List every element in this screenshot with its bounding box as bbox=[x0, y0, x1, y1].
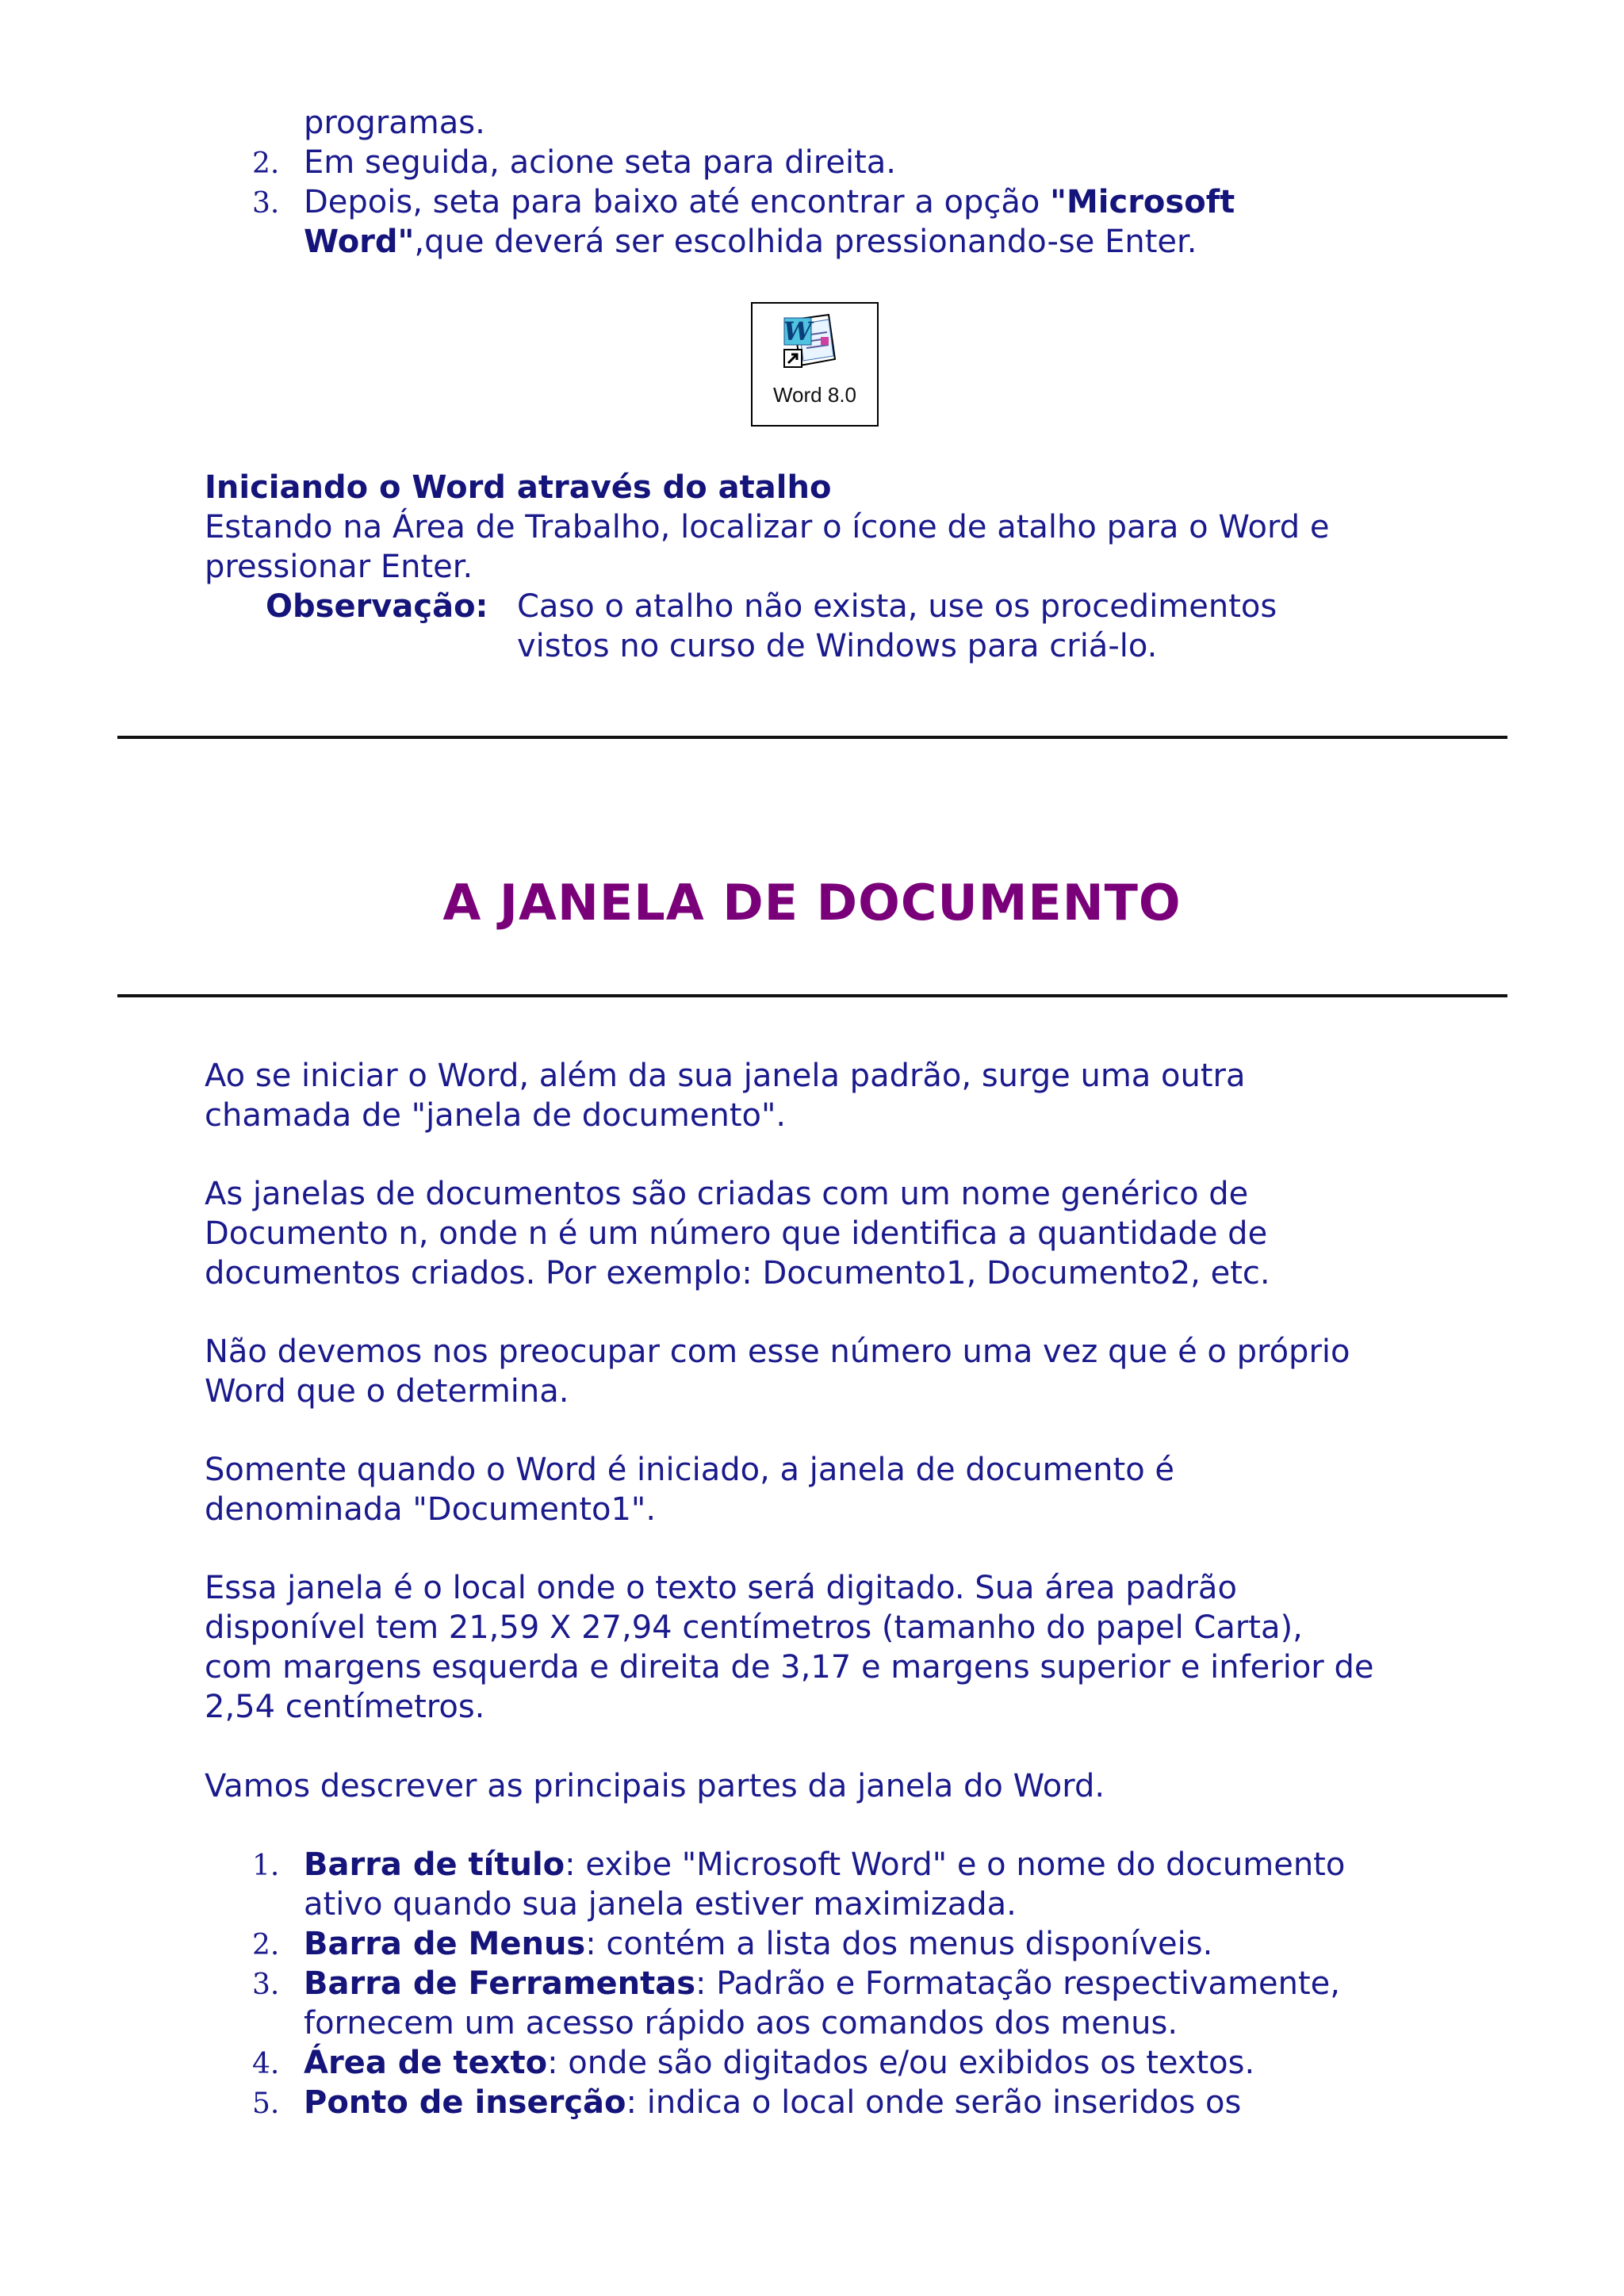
list-item-text-part: Depois, seta para baixo até encontrar a opção bbox=[304, 184, 1051, 220]
paragraph-line: 2,54 centímetros. bbox=[205, 1689, 485, 1725]
note-label: Observação: bbox=[266, 588, 488, 625]
paragraph bbox=[205, 1766, 1105, 1806]
paragraph bbox=[205, 1450, 1174, 1529]
paragraph-line: denominada "Documento1". bbox=[205, 1491, 657, 1528]
paragraph-line: Somente quando o Word é iniciado, a janela de documento é bbox=[205, 1452, 1174, 1488]
paragraph-line: disponível tem 21,59 X 27,94 centímetros (tamanho do papel Carta), bbox=[205, 1609, 1303, 1646]
horizontal-rule bbox=[117, 994, 1507, 997]
list-item-term: Barra de Ferramentas bbox=[304, 1965, 696, 2002]
list-item-description: : indica o local onde serão inseridos os bbox=[626, 2084, 1242, 2121]
list-number: 2. bbox=[252, 147, 280, 180]
paragraph-line: Essa janela é o local onde o texto será digitado. Sua área padrão bbox=[205, 1570, 1237, 1606]
horizontal-rule bbox=[117, 736, 1507, 739]
paragraph-line: Word que o determina. bbox=[205, 1373, 569, 1410]
paragraph-line: Ao se iniciar o Word, além da sua janela padrão, surge uma outra bbox=[205, 1058, 1246, 1094]
list-number: 3. bbox=[252, 1969, 280, 2001]
paragraph-line: com margens esquerda e direita de 3,17 e margens superior e inferior de bbox=[205, 1649, 1374, 1686]
list-item-text-part: ,que deverá ser escolhida pressionando-se Enter. bbox=[414, 224, 1197, 260]
list-item-text: Em seguida, acione seta para direita. bbox=[304, 144, 896, 181]
note-text: vistos no curso de Windows para criá-lo. bbox=[517, 628, 1158, 664]
list-item-description: : contém a lista dos menus disponíveis. bbox=[585, 1926, 1213, 1962]
paragraph-line: documentos criados. Por exemplo: Documento1, Documento2, etc. bbox=[205, 1255, 1270, 1292]
paragraph-line: Vamos descrever as principais partes da janela do Word. bbox=[205, 1768, 1105, 1804]
list-item-text bbox=[304, 182, 1235, 222]
list-item-text: ativo quando sua janela estiver maximizada. bbox=[304, 1886, 1017, 1923]
list-number: 4. bbox=[252, 2048, 280, 2080]
paragraph-line: Não devemos nos preocupar com esse número uma vez que é o próprio bbox=[205, 1334, 1350, 1370]
list-number: 1. bbox=[252, 1850, 280, 1882]
list-item-text bbox=[304, 1964, 1340, 2003]
paragraph-line: Documento n, onde n é um número que identifica a quantidade de bbox=[205, 1215, 1268, 1252]
list-item-description: : onde são digitados e/ou exibidos os textos. bbox=[547, 2045, 1255, 2081]
paragraph-line: pressionar Enter. bbox=[205, 549, 473, 585]
paragraph-line: As janelas de documentos são criadas com um nome genérico de bbox=[205, 1176, 1249, 1212]
word-icon-letter: W bbox=[783, 316, 812, 346]
list-item-text bbox=[304, 2083, 1241, 2122]
list-number: 5. bbox=[252, 2087, 280, 2120]
list-item-term: Ponto de inserção bbox=[304, 2084, 626, 2121]
word-document-icon bbox=[753, 304, 877, 383]
list-item-text bbox=[304, 1845, 1345, 1885]
word-icon-caption: Word 8.0 bbox=[772, 383, 856, 407]
paragraph-line: chamada de "janela de documento". bbox=[205, 1097, 787, 1134]
list-item-term: Barra de título bbox=[304, 1846, 565, 1883]
list-continuation: programas. bbox=[304, 105, 485, 141]
paragraph bbox=[205, 1332, 1350, 1411]
list-item-text: fornecem um acesso rápido aos comandos dos menus. bbox=[304, 2005, 1178, 2042]
section-title: Iniciando o Word através do atalho bbox=[205, 469, 832, 506]
paragraph bbox=[205, 1174, 1270, 1293]
list-item-term: Barra de Menus bbox=[304, 1926, 586, 1962]
list-item-bold: "Microsoft bbox=[1050, 184, 1235, 220]
list-item-bold: Word" bbox=[304, 224, 415, 260]
note-text: Caso o atalho não exista, use os procedimentos bbox=[517, 588, 1277, 625]
list-item-text bbox=[304, 1924, 1212, 1964]
page-heading: A JANELA DE DOCUMENTO bbox=[442, 874, 1182, 932]
list-item-description: : Padrão e Formatação respectivamente, bbox=[695, 1965, 1340, 2002]
list-item-term: Área de texto bbox=[304, 2045, 548, 2081]
list-item-description: : exibe "Microsoft Word" e o nome do documento bbox=[565, 1846, 1346, 1883]
list-item-text bbox=[304, 222, 1197, 262]
list-number: 2. bbox=[252, 1929, 280, 1961]
paragraph bbox=[205, 1056, 1245, 1135]
list-item-text bbox=[304, 2043, 1254, 2083]
paragraph bbox=[205, 1568, 1373, 1727]
word-shortcut-icon[interactable] bbox=[751, 302, 879, 427]
list-number: 3. bbox=[252, 187, 280, 220]
paragraph-line: Estando na Área de Trabalho, localizar o ícone de atalho para o Word e bbox=[205, 509, 1330, 545]
